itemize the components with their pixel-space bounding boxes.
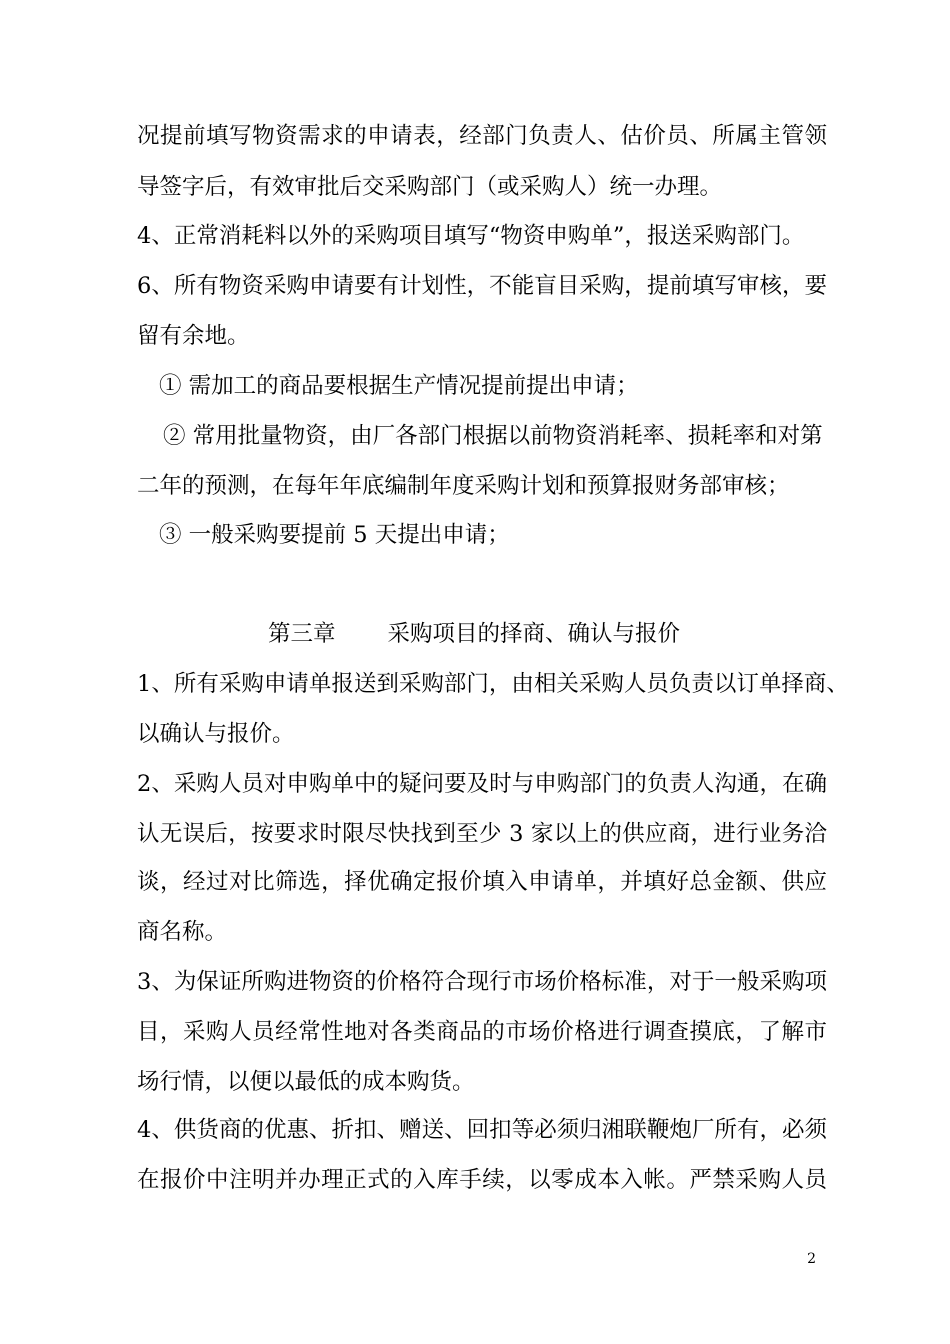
list-item-1: ① 需加工的商品要根据生产情况提前提出申请； [159, 373, 639, 399]
paragraph-line: 3、为保证所购进物资的价格符合现行市场价格标准，对于一般采购项 [137, 969, 827, 995]
paragraph-line: 场行情，以便以最低的成本购货。 [137, 1069, 475, 1095]
paragraph-line: 导签字后，有效审批后交采购部门（或采购人）统一办理。 [137, 174, 723, 200]
list-item-3: ③ 一般采购要提前 5 天提出申请； [159, 522, 510, 548]
paragraph-line: 2、采购人员对申购单中的疑问要及时与申购部门的负责人沟通，在确 [137, 771, 827, 797]
paragraph-line: 况提前填写物资需求的申请表，经部门负责人、估价员、所属主管领 [137, 123, 827, 149]
paragraph-line: 4、供货商的优惠、折扣、赠送、回扣等必须归湘联鞭炮厂所有，必须 [137, 1117, 827, 1143]
paragraph-line: 认无误后，按要求时限尽快找到至少 3 家以上的供应商，进行业务洽 [137, 821, 827, 847]
chapter-title: 采购项目的择商、确认与报价 [387, 621, 681, 647]
paragraph-line: 6、所有物资采购申请要有计划性，不能盲目采购，提前填写审核，要 [137, 273, 827, 299]
paragraph-line: 1、所有采购申请单报送到采购部门，由相关采购人员负责以订单择商、 [137, 671, 849, 697]
list-item-2: ② 常用批量物资，由厂各部门根据以前物资消耗率、损耗率和对第 [163, 423, 823, 449]
paragraph-line: 在报价中注明并办理正式的入库手续，以零成本入帐。严禁采购人员 [137, 1167, 827, 1193]
paragraph-line: 目，采购人员经常性地对各类商品的市场价格进行调查摸底，了解市 [137, 1019, 827, 1045]
paragraph-line: 4、正常消耗料以外的采购项目填写“物资申购单”，报送采购部门。 [137, 223, 805, 249]
chapter-number: 第三章 [268, 621, 336, 647]
paragraph-line: 谈，经过对比筛选，择优确定报价填入申请单，并填好总金额、供应 [137, 869, 827, 895]
paragraph-line: 留有余地。 [137, 323, 250, 349]
page-number: 2 [807, 1251, 816, 1267]
chapter-heading [268, 618, 680, 650]
paragraph-line: 二年的预测，在每年年底编制年度采购计划和预算报财务部审核； [137, 473, 790, 499]
paragraph-line: 以确认与报价。 [137, 721, 295, 747]
paragraph-line: 商名称。 [137, 919, 228, 945]
